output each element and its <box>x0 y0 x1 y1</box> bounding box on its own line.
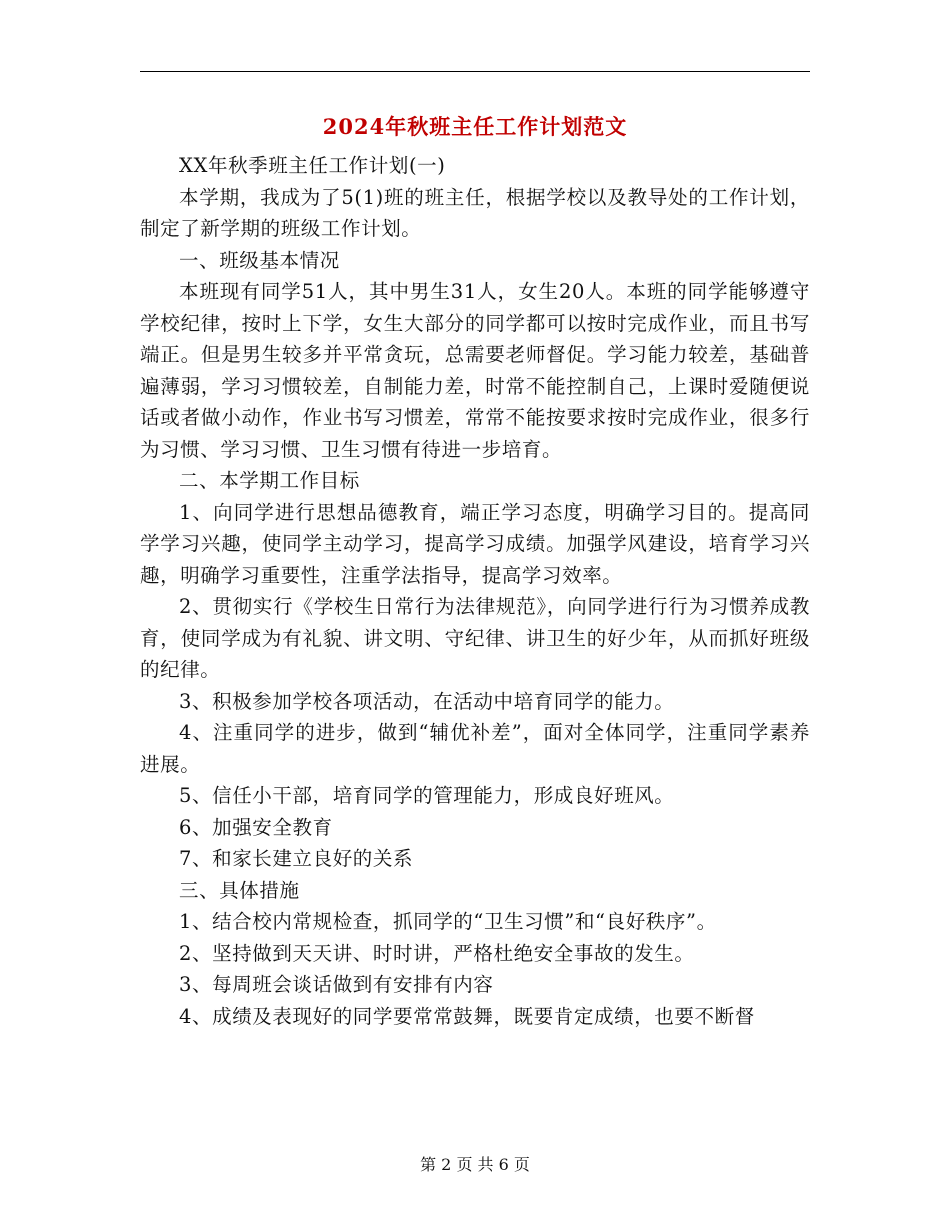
goal-item-1: 1、向同学进行思想品德教育，端正学习态度，明确学习目的。提高同学学习兴趣，使同学主动学习，提高学习成绩。加强学风建设，培育学习兴趣，明确学习重要性，注重学法指导，提高学习效率。 <box>140 500 810 587</box>
goal-item-3: 3、积极参加学校各项活动，在活动中培育同学的能力。 <box>179 689 675 713</box>
section-heading-1: 一、班级基本情况 <box>179 248 340 272</box>
paragraph-intro: 本学期，我成为了5(1)班的班主任，根据学校以及教导处的工作计划，制定了新学期的班级工作计划。 <box>140 185 810 240</box>
measure-item-4: 4、成绩及表现好的同学要常常鼓舞，既要肯定成绩，也要不断督 <box>179 1004 755 1028</box>
paragraph-class-situation: 本班现有同学51人，其中男生31人，女生20人。本班的同学能够遵守学校纪律，按时上下学，女生大部分的同学都可以按时完成作业，而且书写端正。但是男生较多并平常贪玩，总需要老师督促。学习能力较差，基础普遍薄弱，学习习惯较差，自制能力差，时常不能控制自己，上课时爱随便说话或者做小动作，作业书写习惯差，常常不能按要求按时完成作业，很多行为习惯、学习习惯、卫生习惯有待进一步培育。 <box>140 280 810 461</box>
goal-item-2: 2、贯彻实行《学校生日常行为法律规范》，向同学进行行为习惯养成教育，使同学成为有礼貌、讲文明、守纪律、讲卫生的好少年，从而抓好班级的纪律。 <box>140 595 810 681</box>
header-rule <box>140 71 810 72</box>
goal-item-6: 6、加强安全教育 <box>179 815 333 839</box>
measure-item-3: 3、每周班会谈话做到有安排有内容 <box>179 973 494 996</box>
document-title: 2024年秋班主任工作计划范文 <box>322 114 628 139</box>
goal-item-7: 7、和家长建立良好的关系 <box>179 847 414 870</box>
paragraph-subtitle: XX年秋季班主任工作计划(一) <box>179 154 446 177</box>
page-number: 第 2 页 共 6 页 <box>420 1155 530 1174</box>
measure-item-1: 1、结合校内常规检查，抓同学的“卫生习惯”和“良好秩序”。 <box>179 910 717 933</box>
goal-item-4: 4、注重同学的进步，做到“辅优补差”，面对全体同学，注重同学素养进展。 <box>140 721 810 776</box>
document-body <box>140 150 810 1032</box>
goal-item-5: 5、信任小干部，培育同学的管理能力，形成良好班风。 <box>179 784 675 807</box>
section-heading-3: 三、具体措施 <box>179 878 300 902</box>
measure-item-2: 2、坚持做到天天讲、时时讲，严格杜绝安全事故的发生。 <box>179 941 695 965</box>
section-heading-2: 二、本学期工作目标 <box>179 469 360 492</box>
